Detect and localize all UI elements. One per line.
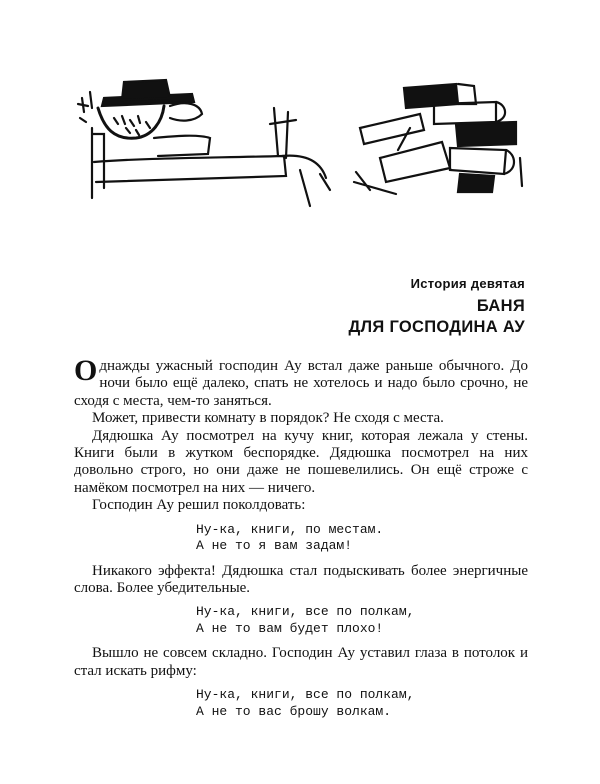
drop-cap: О [74,354,98,387]
verse-line: А не то вам будет плохо! [196,620,384,636]
paragraph-2: Может, привести комнату в порядок? Не сходя с места. [92,410,444,427]
chapter-label: История девятая [410,276,525,291]
chapter-title [348,296,525,338]
paragraph-6: Вышло не совсем складно. Господин Ау уставил глаза в потолок и стал искать рифму: [74,645,528,679]
verse-line: Ну-ка, книги, все по полкам, [196,604,415,620]
story-text [74,354,528,728]
verse-1 [196,522,528,555]
chapter-title-line-2: ДЛЯ ГОСПОДИНА АУ [348,318,525,336]
sleeping-man-illustration [74,78,336,208]
verse-line: Ну-ка, книги, все по полкам, [196,687,415,703]
book-pile-illustration [346,78,526,208]
paragraph-4: Господин Ау решил поколдовать: [92,497,306,514]
paragraph-5: Никакого эффекта! Дядюшка стал подыскивать более энергичные слова. Более убедительные. [74,562,528,597]
paragraph-1-text: днажды ужасный господин Ау встал даже раньше обычного. До ночи было ещё далеко, спать не хотелось и надо было срочно, не сходя с места, чем-то заняться. [74,358,528,409]
verse-2 [196,604,528,637]
chapter-title-line-1: БАНЯ [476,297,525,315]
verse-line: А не то я вам задам! [196,538,353,554]
verse-line: А не то вас брошу волкам. [196,703,392,719]
paragraph-3: Дядюшка Ау посмотрел на кучу книг, которая лежала у стены. Книги были в жутком беспорядке. Дядюшка посмотрел на них довольно строго, но они даже не пошевелились. Он ещё строже с намёком посмотрел на них — ничего. [74,427,528,496]
verse-3 [196,687,528,720]
paragraph-1 [74,354,528,410]
verse-line: Ну-ка, книги, по местам. [196,521,384,537]
